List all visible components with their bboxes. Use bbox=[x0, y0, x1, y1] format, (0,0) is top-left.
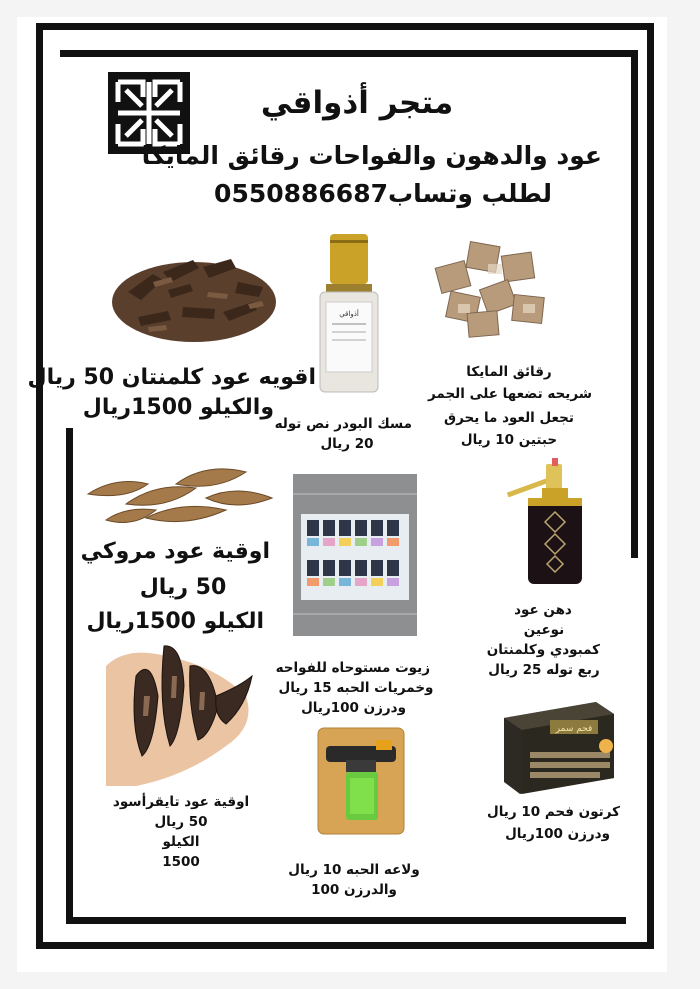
inner-frame-left bbox=[66, 428, 73, 923]
oud-oil-price: ربع توله 25 ريال bbox=[488, 662, 600, 678]
charcoal-dozen-price: ودرزن 100ريال bbox=[505, 826, 610, 842]
oud-tiger-kilo-label: الكيلو bbox=[162, 834, 200, 850]
diffuser-oils-name: زيوت مستوحاه للفواحه bbox=[275, 660, 430, 676]
store-title: متجر أذواقي bbox=[260, 85, 454, 121]
musk-bottle-image bbox=[316, 232, 382, 394]
oud-moroccan-kilo-price: الكيلو 1500ريال bbox=[86, 609, 264, 634]
oud-moroccan-image bbox=[86, 454, 274, 530]
oud-kalimantan-price: اقويه عود كلمنتان 50 ريال bbox=[27, 365, 316, 390]
mica-name: رقائق المايكا bbox=[466, 364, 552, 380]
oud-moroccan-name: اوقية عود مروكي bbox=[80, 539, 270, 564]
musk-powder-name: مسك البودر نص توله bbox=[274, 416, 412, 432]
oud-tiger-kilo-price: 1500 bbox=[162, 854, 200, 870]
charcoal-price: كرتون فحم 10 ريال bbox=[487, 804, 620, 820]
lighter-image bbox=[316, 726, 406, 836]
oud-kalimantan-image bbox=[108, 232, 280, 344]
oud-tiger-price: 50 ريال bbox=[154, 814, 208, 830]
inner-frame-bottom bbox=[66, 917, 626, 924]
diffuser-oils-image bbox=[293, 474, 417, 636]
lighter-price: ولاعه الحبه 10 ريال bbox=[288, 862, 420, 878]
oud-tiger-image bbox=[106, 636, 256, 788]
mica-price: حبتين 10 ريال bbox=[460, 432, 558, 448]
mica-description: شريحه تضعها على الجمر bbox=[428, 386, 592, 402]
mica-sheets-image bbox=[428, 234, 552, 342]
charcoal-box-label: فحم سمر bbox=[555, 724, 593, 734]
store-subtitle: عود والدهون والفواحات رقائق المايكا bbox=[141, 141, 602, 170]
inner-frame-top bbox=[60, 50, 638, 57]
musk-bottle-label: أذواقي bbox=[339, 310, 359, 318]
inner-frame-right bbox=[631, 50, 638, 558]
oud-moroccan-price: 50 ريال bbox=[139, 575, 227, 600]
lighter-dozen-price: والدرزن 100 bbox=[311, 882, 397, 898]
oud-oil-bottle-image bbox=[502, 458, 592, 586]
diffuser-oils-price: وخمريات الحبه 15 ريال bbox=[278, 680, 434, 696]
oud-oil-name: دهن عود bbox=[514, 602, 572, 618]
charcoal-box-image bbox=[500, 698, 616, 796]
mica-benefit: تجعل العود ما يحرق bbox=[444, 410, 574, 426]
oud-oil-types: نوعين bbox=[523, 622, 565, 638]
contact-line: لطلب وتساب0550886687 bbox=[214, 179, 552, 208]
oud-tiger-name: اوقية عود تايقرأسود bbox=[112, 794, 250, 810]
oud-kalimantan-kilo-price: والكيلو 1500ريال bbox=[82, 395, 274, 420]
oud-oil-varieties: كمبودي وكلمنتان bbox=[486, 642, 600, 658]
diffuser-oils-dozen-price: ودرزن 100ريال bbox=[301, 700, 406, 716]
musk-powder-price: 20 ريال bbox=[320, 436, 374, 452]
